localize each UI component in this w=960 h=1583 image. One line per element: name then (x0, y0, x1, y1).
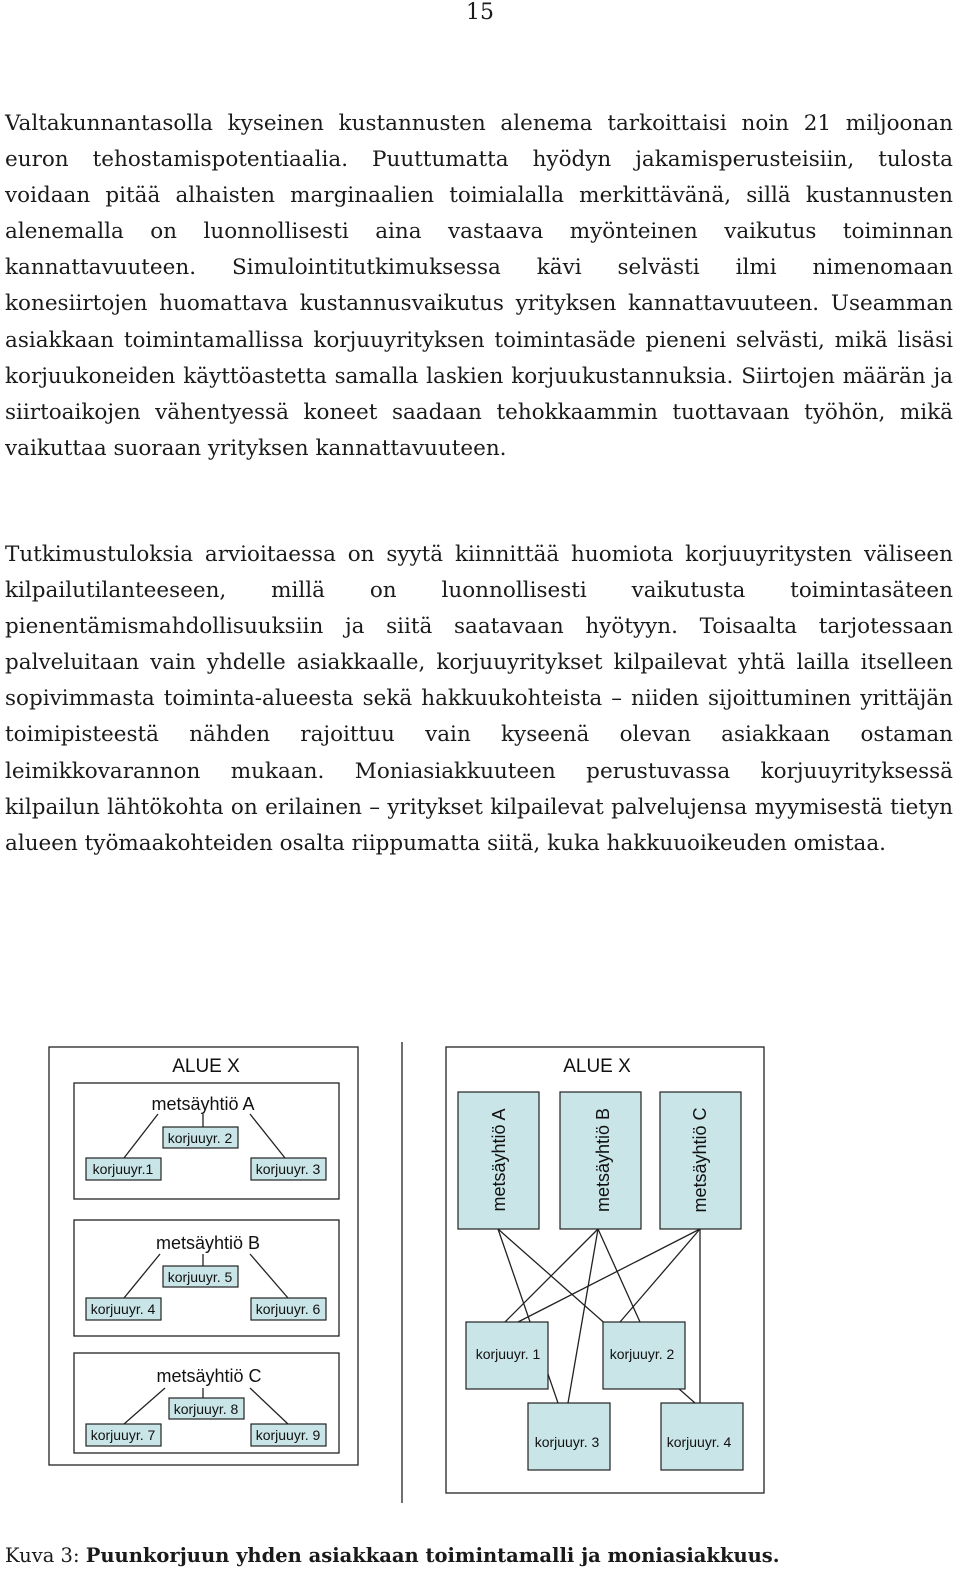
left-company-b: metsäyhtiö B (155, 1233, 261, 1253)
left-contractor-5: korjuuyr. 5 (167, 1269, 233, 1285)
figure-diagram (0, 1030, 960, 1530)
left-company-a: metsäyhtiö A (151, 1094, 255, 1114)
body-paragraph-2: Tutkimustuloksia arvioitaessa on syytä kiinnittää huomiota korjuuyritysten väliseen kilpailutilanteeseen, millä on luonnollisesti vaikutusta toimintasäteen pienentämismahdollisuuksiin ja siitä saatavaan hyötyyn. Toisaalta tarjotessaan palveluitaan vain yhdelle asiakkaalle, korjuuyritykset kilpailevat yhtä lailla itselleen sopivimmasta toiminta-alueesta sekä hakkuukohteista – niiden sijoittuminen yrittäjän toimipisteestä nähden rajoittuu vain kyseenä olevan asiakkaan ostaman leimikkovarannon mukaan. Moniasiakkuuteen perustuvassa korjuuyrityksessä kilpailun lähtökohta on erilainen – yritykset kilpailevat palvelujensa myymisestä tietyn alueen työmaakohteiden osalta riippumatta siitä, kuka hakkuuoikeuden omistaa. (5, 542, 953, 856)
left-contractor-2: korjuuyr. 2 (167, 1130, 233, 1146)
left-contractor-1: korjuuyr.1 (92, 1161, 154, 1177)
right-contractor-3: korjuuyr. 3 (534, 1434, 600, 1450)
figure-caption (5, 1542, 780, 1570)
left-contractor-4: korjuuyr. 4 (90, 1301, 156, 1317)
caption-title: Puunkorjuun yhden asiakkaan toimintamalli ja moniasiakkuus. (85, 1544, 780, 1567)
right-contractor-4: korjuuyr. 4 (666, 1434, 732, 1450)
left-contractor-7: korjuuyr. 7 (90, 1427, 156, 1443)
page-number: 15 (466, 0, 494, 25)
left-area-title: ALUE X (172, 1056, 240, 1077)
right-contractor-2: korjuuyr. 2 (609, 1346, 675, 1362)
left-contractor-3: korjuuyr. 3 (255, 1161, 321, 1177)
left-company-c: metsäyhtiö C (156, 1366, 262, 1386)
left-contractor-8: korjuuyr. 8 (173, 1401, 239, 1417)
body-paragraph-1: Valtakunnantasolla kyseinen kustannusten alenema tarkoittaisi noin 21 miljoonan euron tehostamispotentiaalia. Puuttumatta hyödyn jakamisperusteisiin, tulosta voidaan pitää alhaisten marginaalien toimialalla merkittävänä, sillä kustannusten alenemalla on luonnollisesti aina vastaava myönteinen vaikutus toiminnan kannattavuuteen. Simulointitutkimuksessa kävi selvästi ilmi nimenomaan konesiirtojen huomattava kustannusvaikutus yrityksen kannattavuuteen. Useamman asiakkaan toimintamallissa korjuuyrityksen toimintasäde pieneni selvästi, mikä lisäsi korjuukoneiden käyttöastetta samalla laskien korjuukustannuksia. Siirtojen määrän ja siirtoaikojen vähentyessä koneet saadaan tehokkaammin tuottavaan työhön, mikä vaikuttaa suoraan yrityksen kannattavuuteen. (5, 111, 953, 461)
right-contractor-1: korjuuyr. 1 (475, 1346, 541, 1362)
right-company-b: metsäyhtiö B (593, 1107, 613, 1213)
right-company-c: metsäyhtiö C (690, 1107, 710, 1213)
caption-label: Kuva 3: (5, 1544, 80, 1567)
left-contractor-9: korjuuyr. 9 (255, 1427, 321, 1443)
right-company-a: metsäyhtiö A (489, 1108, 509, 1212)
right-area-title: ALUE X (563, 1056, 631, 1077)
left-contractor-6: korjuuyr. 6 (255, 1301, 321, 1317)
